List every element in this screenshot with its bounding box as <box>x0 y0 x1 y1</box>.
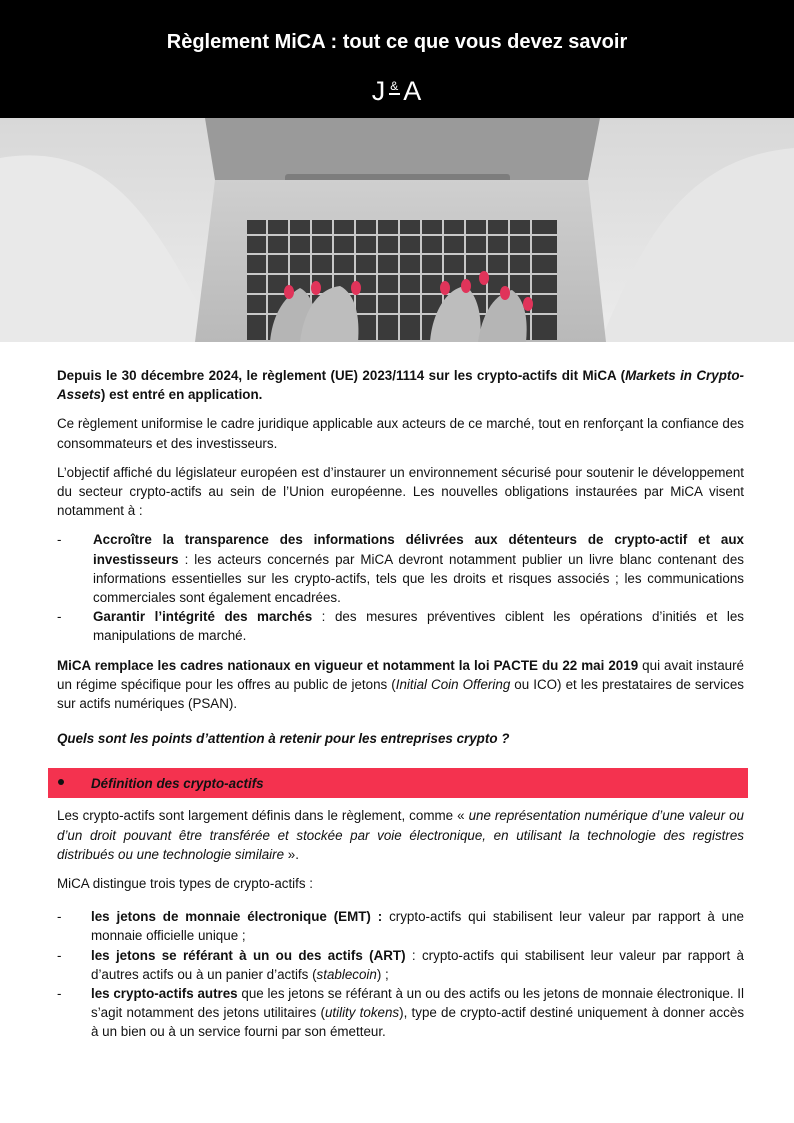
ja-logo <box>0 76 794 107</box>
intro-bold-end: ) est entré en application. <box>100 387 263 403</box>
definition-start: Les crypto-actifs sont largement définis dans le règlement, comme « <box>57 808 469 824</box>
goal-text: : des mesures préventives ciblent les opérations d’initiés et les manipulations de marché. <box>93 609 744 644</box>
type-text: que les jetons se référant à un ou des actifs ou les jetons de monnaie électronique. Il s’agit notamment des jetons utilitaires ( <box>91 986 744 1021</box>
definition-end: ». <box>284 846 299 862</box>
intro-paragraph-2: Ce règlement uniformise le cadre juridique applicable aux acteurs de ce marché, tout en renforçant la confiance des consommateurs et des investisseurs. <box>57 416 744 451</box>
pacte-italic: Initial Coin Offering <box>395 676 511 692</box>
pacte-paragraph <box>57 656 744 714</box>
type-text: : crypto-actifs qui stabilisent leur valeur par rapport à d’autres actifs ou à un panier d’actifs ( <box>91 947 744 982</box>
main-content <box>57 366 744 1052</box>
question-heading: Quels sont les points d’attention à retenir pour les entreprises crypto ? <box>57 731 510 747</box>
type-italic: stablecoin <box>316 966 377 982</box>
page-title: Règlement MiCA : tout ce que vous devez savoir <box>166 31 628 53</box>
list-item: - Accroître la transparence des informations délivrées aux détenteurs de crypto-actif et aux investisseurs : les acteurs concernés par MiCA devront notamment publier un livre blanc contenant des informations essentielles sur les crypto-actifs, tels que les droits et risques associés ; les communications commerciales sont également encadrées. <box>57 532 744 606</box>
type-title: les jetons de monnaie électronique (EMT) : <box>91 909 383 925</box>
type-end: ), type de crypto-actif destiné uniquement à donner accès à un bien ou à un service fourni par son émetteur. <box>91 1005 745 1040</box>
type-italic: utility tokens <box>324 1005 400 1021</box>
bullet-dot-icon <box>58 779 64 785</box>
intro-italic-text: Markets in Crypto-Assets <box>57 368 744 403</box>
types-intro: MiCA distingue trois types de crypto-actifs : <box>57 876 314 892</box>
types-list <box>57 907 744 1041</box>
definition-quote: une représentation numérique d’une valeur ou d’un droit pouvant être transférée et stockée par voie électronique, en utilisant la technologie des registres distribués ou une technologie similaire <box>57 808 744 862</box>
pacte-text-end: ou ICO) et les prestataires de services sur actifs numériques (PSAN). <box>57 676 745 712</box>
pacte-text: qui avait instauré un régime spécifique pour les offres au public de jetons ( <box>57 657 744 692</box>
logo-ampersand: & <box>390 79 400 93</box>
intro-paragraph-1 <box>57 366 744 404</box>
definition-paragraph <box>57 806 744 864</box>
goals-list <box>57 530 744 645</box>
section-title: Définition des crypto-actifs <box>91 776 264 792</box>
type-title: les crypto-actifs autres <box>91 986 238 1002</box>
list-item: - les jetons de monnaie électronique (EMT) : crypto-actifs qui stabilisent leur valeur par rapport à une monnaie officielle unique ; <box>57 909 744 944</box>
goal-title: Garantir l’intégrité des marchés <box>93 609 313 625</box>
list-item: - Garantir l’intégrité des marchés : des mesures préventives ciblent les opérations d’initiés et les manipulations de marché. <box>57 609 744 644</box>
type-text: crypto-actifs qui stabilisent leur valeur par rapport à une monnaie officielle unique ; <box>91 909 744 944</box>
list-item: - les crypto-actifs autres que les jetons se référant à un ou des actifs ou les jetons de monnaie électronique. Il s’agit notamment des jetons utilitaires (utility tokens), type de crypto-actif destiné uniquement à donner accès à un bien ou à un service fourni par son émetteur. <box>57 986 745 1040</box>
goal-text: : les acteurs concernés par MiCA devront notamment publier un livre blanc contenant des informations essentielles sur les crypto-actifs, tels que les droits et risques associés ; les communications commerciales sont également encadrées. <box>93 551 744 606</box>
pacte-bold: MiCA remplace les cadres nationaux en vigueur et notamment la loi PACTE du 22 mai 2019 <box>57 657 639 673</box>
section-banner <box>48 768 748 798</box>
list-item: - les jetons se référant à un ou des actifs (ART) : crypto-actifs qui stabilisent leur valeur par rapport à d’autres actifs ou à un panier d’actifs (stablecoin) ; <box>57 947 744 982</box>
logo-letter-j: J <box>371 76 387 106</box>
logo-letter-a: A <box>403 76 423 106</box>
intro-paragraph-3: L’objectif affiché du législateur européen est d’instaurer un environnement sécurisé pour soutenir le développement du secteur crypto-actifs au sein de l’Union européenne. Les nouvelles obligations instaurées par MiCA visent notamment à : <box>57 464 744 519</box>
type-title: les jetons se référant à un ou des actifs (ART) <box>91 947 406 963</box>
type-end: ) ; <box>376 966 389 982</box>
goal-title: Accroître la transparence des informations délivrées aux détenteurs de crypto-actif et aux investisseurs <box>93 532 744 567</box>
intro-bold-text: Depuis le 30 décembre 2024, le règlement (UE) 2023/1114 sur les crypto-actifs dit MiCA ( <box>57 368 626 383</box>
header-band <box>0 0 794 118</box>
hero-laptop-image <box>0 118 794 342</box>
